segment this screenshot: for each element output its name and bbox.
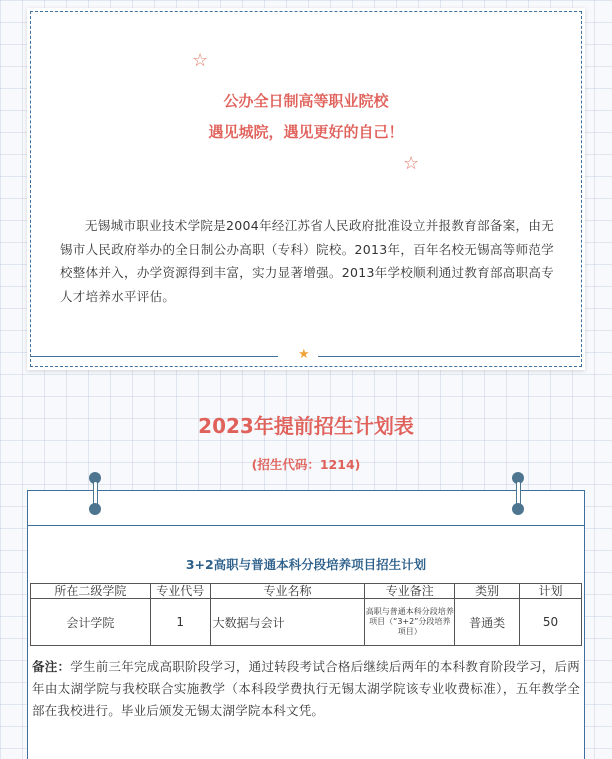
remark-label: 备注： — [32, 659, 71, 674]
table-title: 3+2高职与普通本科分段培养项目招生计划 — [185, 557, 427, 572]
cell-category: 普通类 — [455, 599, 520, 646]
plan-title: 2023年提前招生计划表 — [198, 414, 414, 438]
plan-card — [27, 490, 585, 759]
enrollment-table — [30, 583, 582, 646]
header-category: 类别 — [455, 584, 520, 599]
binder-pin-icon — [512, 503, 524, 515]
intro-dashed-frame — [30, 11, 582, 367]
table-header-row — [31, 584, 582, 599]
divider-line-right — [318, 356, 580, 357]
binder-pin-icon — [89, 503, 101, 515]
remark-note — [32, 656, 580, 722]
enrollment-code: (招生代码：1214) — [251, 457, 361, 472]
star-outline-icon: ☆ — [403, 153, 420, 174]
plan-card-header-line — [28, 525, 584, 526]
header-quota: 计划 — [520, 584, 582, 599]
cell-major-name: 大数据与会计 — [210, 599, 365, 646]
divider-line-left — [30, 356, 278, 357]
cell-quota: 50 — [520, 599, 582, 646]
star-filled-icon: ★ — [298, 347, 310, 362]
header-college: 所在二级学院 — [31, 584, 151, 599]
intro-headline-2: 遇见城院，遇见更好的自己！ — [208, 123, 404, 141]
intro-card — [27, 8, 585, 370]
remark-text: 学生前三年完成高职阶段学习，通过转段考试合格后继续后两年的本科教育阶段学习，后两年由太湖学院与我校联合实施教学（本科段学费执行无锡太湖学院该专业收费标准），五年教学全部在我校进行。毕业后颁发无锡太湖学院本科文凭。 — [32, 659, 580, 718]
cell-college: 会计学院 — [31, 599, 151, 646]
header-major-note: 专业备注 — [365, 584, 455, 599]
table-row — [31, 599, 582, 646]
cell-major-note: 高职与普通本科分段培养项目（“3+2”分段培养项目） — [365, 599, 455, 646]
intro-paragraph: 无锡城市职业技术学院是2004年经江苏省人民政府批准设立并报教育部备案，由无锡市人民政府举办的全日制公办高职（专科）院校。2013年，百年名校无锡高等师范学校整体并入，办学资源得到丰富，实力显著增强。2013年学校顺利通过教育部高职高专人才培养水平评估。 — [60, 218, 554, 304]
header-major-name: 专业名称 — [210, 584, 365, 599]
star-outline-icon: ☆ — [192, 50, 209, 71]
header-major-code: 专业代号 — [150, 584, 210, 599]
cell-major-code: 1 — [150, 599, 210, 646]
intro-headline-1: 公办全日制高等职业院校 — [223, 92, 389, 110]
